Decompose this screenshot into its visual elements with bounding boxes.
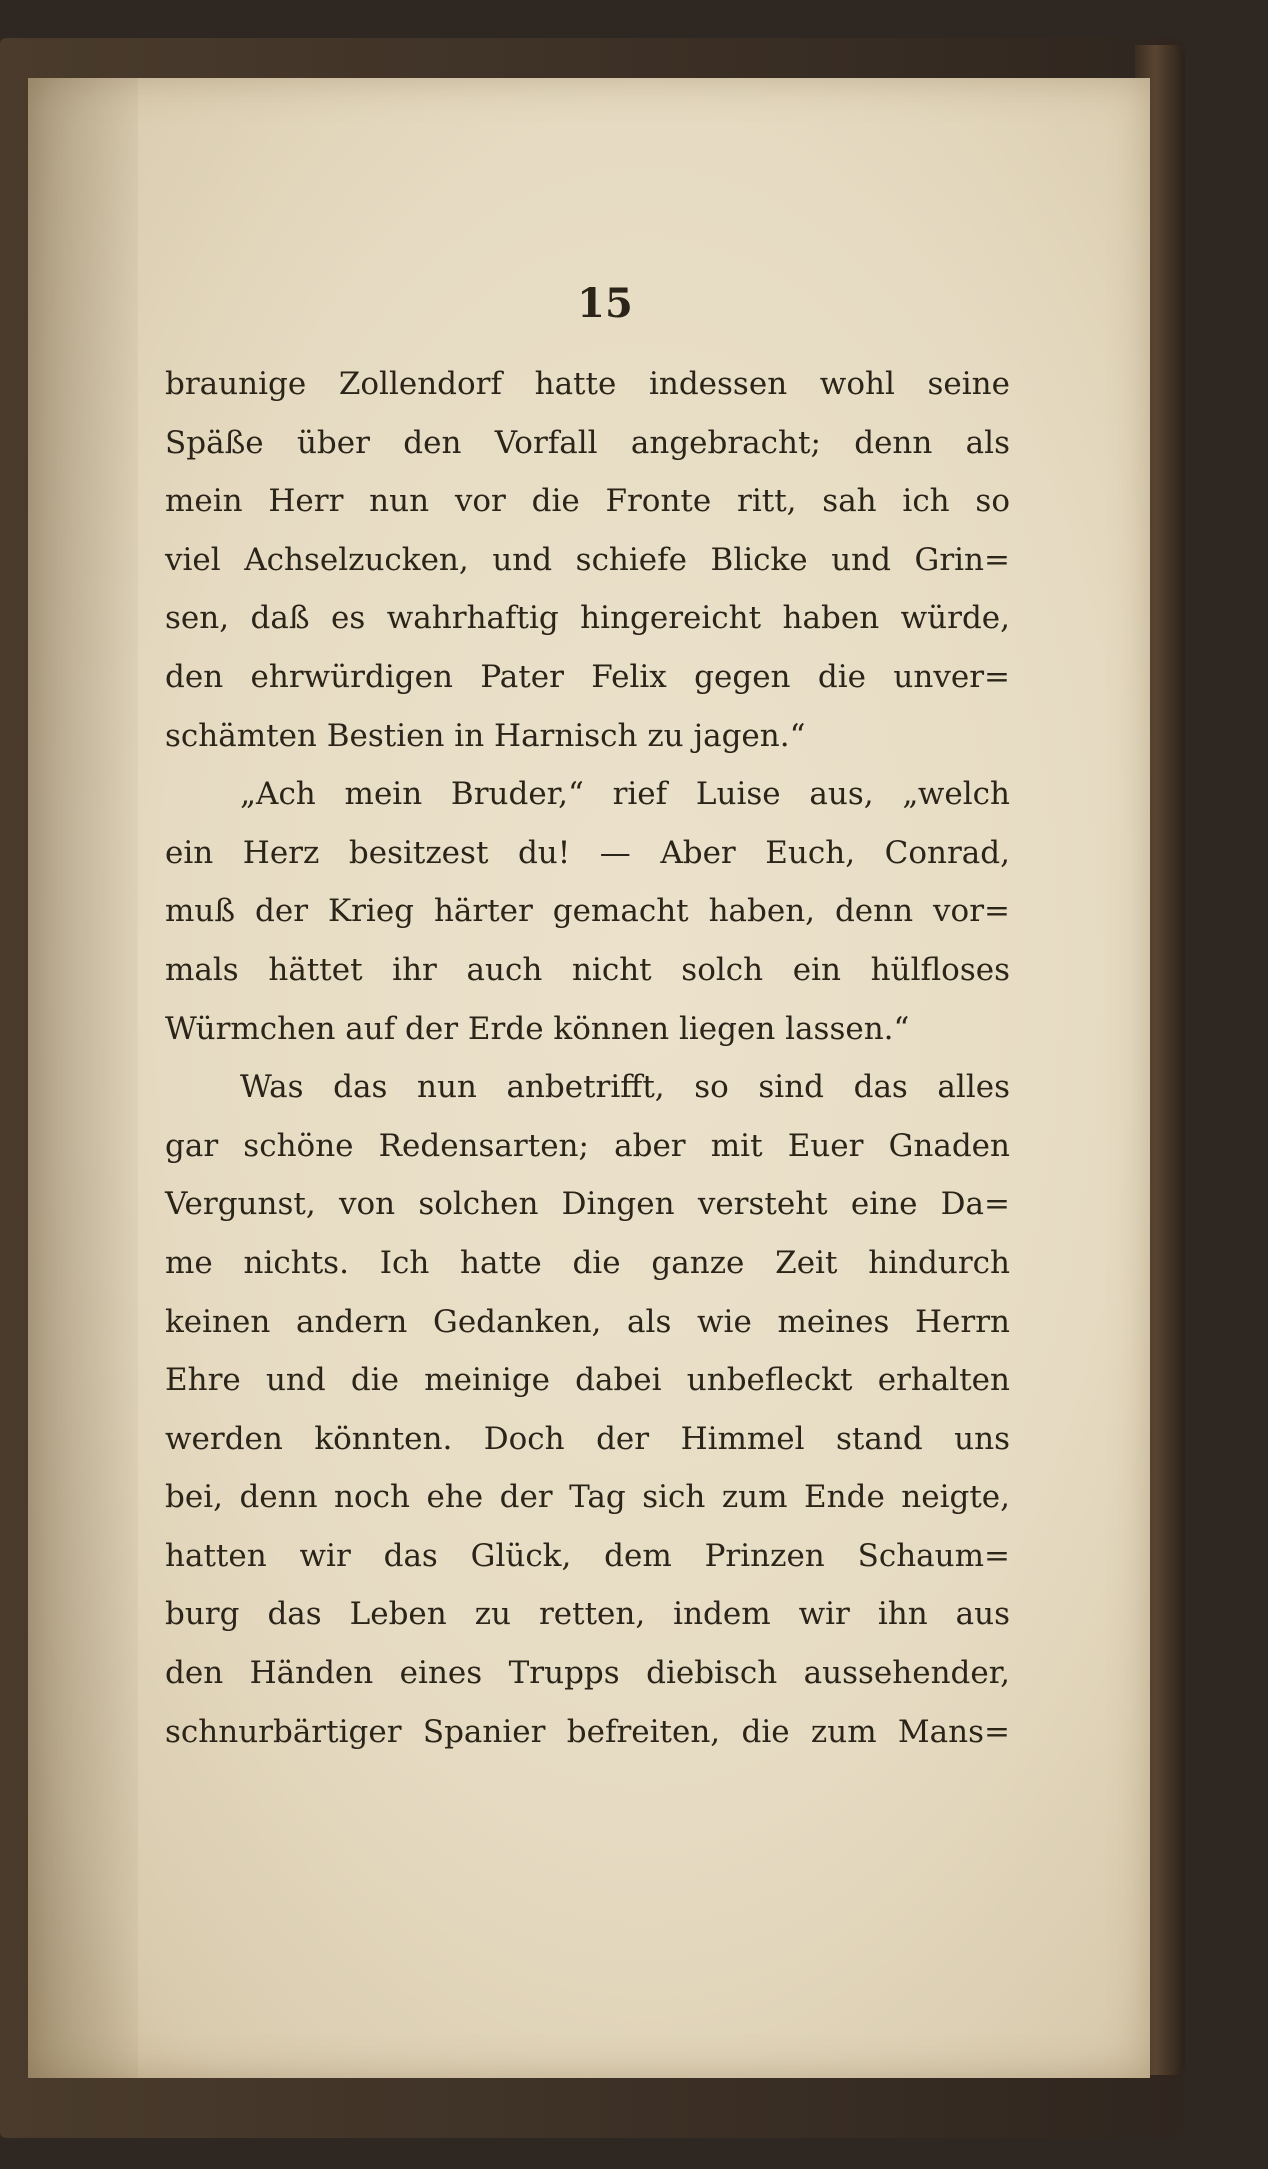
text-line: viel Achselzucken, und schiefe Blicke und Grin= — [165, 541, 1010, 578]
text-line: Vergunst, von solchen Dingen versteht eine Da= — [165, 1186, 1010, 1223]
text-line: schnurbärtiger Spanier befreiten, die zum Mans= — [165, 1713, 1010, 1750]
text-line: Ehre und die meinige dabei unbefleckt erhalten — [165, 1362, 1010, 1399]
text-line: ein Herz besitzest du! — Aber Euch, Conrad, — [165, 834, 1010, 871]
page-text — [165, 355, 1010, 1761]
text-line: den Händen eines Trupps diebisch aussehender, — [165, 1655, 1010, 1692]
text-line: hatten wir das Glück, dem Prinzen Schaum= — [165, 1537, 1010, 1574]
text-line: mein Herr nun vor die Fronte ritt, sah ich so — [165, 483, 1010, 520]
text-line: mals hättet ihr auch nicht solch ein hülfloses — [165, 951, 1010, 988]
text-line: Was das nun anbetrifft, so sind das alles — [240, 1069, 1010, 1106]
text-line: keinen andern Gedanken, als wie meines Herrn — [165, 1303, 1010, 1340]
text-line: schämten Bestien in Harnisch zu jagen.“ — [165, 717, 806, 754]
text-line: den ehrwürdigen Pater Felix gegen die unver= — [165, 658, 1010, 695]
text-line: muß der Krieg härter gemacht haben, denn vor= — [165, 893, 1010, 930]
page-number: 15 — [577, 280, 633, 327]
text-line: werden könnten. Doch der Himmel stand uns — [165, 1420, 1010, 1457]
text-line: „Ach mein Bruder,“ rief Luise aus, „welch — [240, 776, 1010, 813]
page-gutter-shadow — [28, 78, 138, 2078]
text-line: sen, daß es wahrhaftig hingereicht haben würde, — [165, 600, 1010, 637]
text-line: Späße über den Vorfall angebracht; denn als — [165, 424, 1010, 461]
text-line: gar schöne Redensarten; aber mit Euer Gnaden — [165, 1127, 1010, 1164]
text-line: burg das Leben zu retten, indem wir ihn aus — [165, 1596, 1010, 1633]
text-line: braunige Zollendorf hatte indessen wohl seine — [165, 366, 1010, 402]
text-line: bei, denn noch ehe der Tag sich zum Ende neigte, — [165, 1479, 1010, 1516]
text-line: Würmchen auf der Erde können liegen lassen.“ — [165, 1010, 910, 1047]
text-line: me nichts. Ich hatte die ganze Zeit hindurch — [165, 1244, 1010, 1281]
